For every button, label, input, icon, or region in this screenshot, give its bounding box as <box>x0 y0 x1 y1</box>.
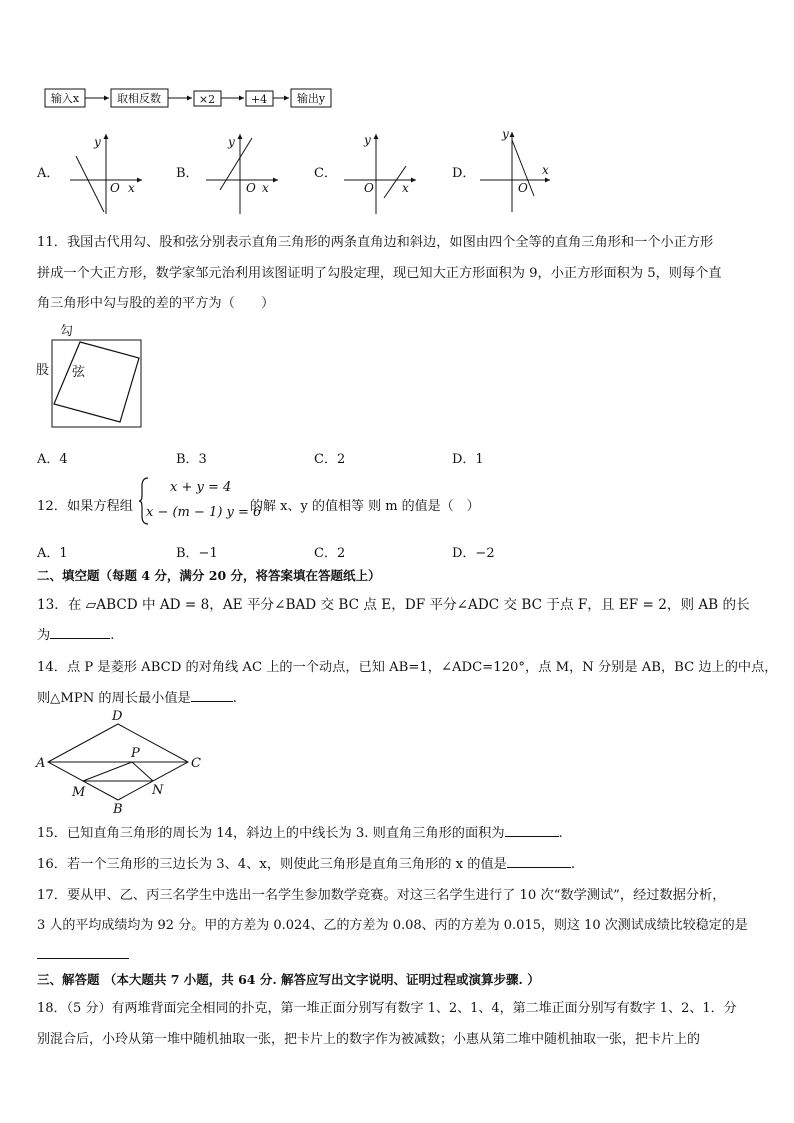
q14-line2: 则△MPN 的周长最小值是 . <box>37 691 237 706</box>
svg-text:y: y <box>228 135 235 149</box>
q10-option-c-label: C． <box>314 166 337 181</box>
svg-text:B: B <box>113 802 123 816</box>
q15-text: 15．已知直角三角形的周长为 14，斜边上的中线长为 3. 则直角三角形的面积为 <box>37 826 505 841</box>
flowchart <box>40 86 340 112</box>
svg-text:D: D <box>112 709 123 724</box>
q11-label-gu: 股 <box>36 363 50 378</box>
q11-text-line2: 拼成一个大正方形，数学家邹元治利用该图证明了勾股定理，现已知大正方形面积为 9，小正方形面积为 5，则每个直 <box>37 266 722 281</box>
flow-step-input: 输入x <box>50 92 80 105</box>
svg-text:O: O <box>110 181 120 195</box>
svg-text:O: O <box>518 181 528 195</box>
q13-text-line1: 13．在 ▱ABCD 中 AD = 8，AE 平分∠BAD 交 BC 点 E，DF 平分∠ADC 交 BC 于点 F，且 EF = 2，则 AB 的长 <box>37 597 750 613</box>
q18-text-line1: 18．（5 分）有两堆背面完全相同的扑克，第一堆正面分别写有数字 1、2、1、4，第二堆正面分别写有数字 1、2、1．分 <box>37 1001 737 1016</box>
q12-equation-2: x − (m − 1) y = 6 <box>146 505 262 520</box>
q10-graph-b <box>200 128 284 216</box>
section3-heading: 三、解答题 （本大题共 7 小题，共 64 分. 解答应写出文字说明、证明过程或演算步骤. ） <box>37 972 540 987</box>
q16-text: 16．若一个三角形的三边长为 3、4、x，则使此三角形是直角三角形的 x 的值是 <box>37 857 507 872</box>
q14-rhombus-figure <box>34 706 214 816</box>
q12-option-c: C．2 <box>314 546 346 561</box>
q10-option-d-label: D． <box>452 166 476 181</box>
section2-heading: 二、填空题（每题 4 分，满分 20 分，将答案填在答题纸上） <box>37 568 381 583</box>
q11-label-gou: 勾 <box>60 324 74 339</box>
q11-option-c: C．2 <box>314 452 346 467</box>
q12-option-d: D．−2 <box>452 546 495 561</box>
svg-text:x: x <box>542 163 549 177</box>
q10-option-a-label: A． <box>37 166 60 181</box>
q12-suffix: 的解 x、y 的值相等 则 m 的值是（ ） <box>250 499 480 514</box>
svg-text:y: y <box>502 127 509 141</box>
svg-text:O: O <box>364 181 374 195</box>
q11-option-d: D．1 <box>452 452 484 467</box>
svg-text:N: N <box>152 783 164 798</box>
q15-line: 15．已知直角三角形的周长为 14，斜边上的中线长为 3. 则直角三角形的面积为 . <box>37 826 563 841</box>
q14-answer-blank[interactable] <box>191 689 233 702</box>
q11-text-line1: 11．我国古代用勾、股和弦分别表示直角三角形的两条直角边和斜边，如图由四个全等的直角三角形和一个小正方形 <box>37 235 714 250</box>
q17-text-line1: 17．要从甲、乙、丙三名学生中选出一名学生参加数学竞赛。对这三名学生进行了 10 次“数学测试”，经过数据分析， <box>37 888 726 903</box>
q13-line2: 为 . <box>37 628 115 643</box>
q12-option-a: A．1 <box>37 546 68 561</box>
q16-answer-blank[interactable] <box>507 855 571 868</box>
q16-line: 16．若一个三角形的三边长为 3、4、x，则使此三角形是直角三角形的 x 的值是 . <box>37 857 576 872</box>
q14-text-line1: 14．点 P 是菱形 ABCD 的对角线 AC 上的一个动点，已知 AB=1，∠ADC=120°，点 M，N 分别是 AB，BC 边上的中点， <box>37 660 778 675</box>
q13-answer-blank[interactable] <box>50 626 110 639</box>
svg-text:P: P <box>131 746 140 761</box>
svg-text:M: M <box>72 785 86 800</box>
q10-graph-c <box>340 128 424 216</box>
q11-option-a: A．4 <box>37 452 68 467</box>
flow-step-negate: 取相反数 <box>117 92 161 105</box>
svg-text:A: A <box>36 756 46 771</box>
q11-pythagoras-figure <box>34 322 146 430</box>
q10-graph-d <box>476 124 560 216</box>
svg-text:C: C <box>191 756 201 771</box>
q12-prefix: 12．如果方程组 <box>37 499 133 514</box>
q11-option-b: B．3 <box>176 452 207 467</box>
flow-step-output: 输出y <box>296 92 326 105</box>
svg-text:x: x <box>128 181 135 195</box>
q14-text-line2: 则△MPN 的周长最小值是 <box>37 691 191 706</box>
q15-answer-blank[interactable] <box>505 824 559 837</box>
svg-text:x: x <box>262 181 269 195</box>
q12-equation-1: x + y = 4 <box>170 480 232 495</box>
q10-option-b-label: B． <box>176 166 199 181</box>
q11-text-line3: 角三角形中勾与股的差的平方为（ ） <box>37 296 275 311</box>
svg-text:x: x <box>402 181 409 195</box>
flow-step-plus4: +4 <box>250 93 268 106</box>
q17-answer-blank[interactable] <box>37 944 129 959</box>
svg-text:O: O <box>246 181 256 195</box>
flow-step-times2: ×2 <box>198 93 216 106</box>
q10-graph-a <box>62 128 146 216</box>
q13-text-line2: 为 <box>37 628 51 643</box>
q18-text-line2: 别混合后，小玲从第一堆中随机抽取一张，把卡片上的数字作为被减数；小惠从第二堆中随机抽取一张，把卡片上的 <box>37 1032 701 1047</box>
q12-option-b: B．−1 <box>176 546 218 561</box>
svg-text:y: y <box>94 135 101 149</box>
svg-text:y: y <box>364 133 371 147</box>
q17-text-line2: 3 人的平均成绩均为 92 分。甲的方差为 0.024、乙的方差为 0.08、丙的方差为 0.015，则这 10 次测试成绩比较稳定的是 <box>37 918 748 933</box>
q11-label-xian: 弦 <box>72 365 86 380</box>
